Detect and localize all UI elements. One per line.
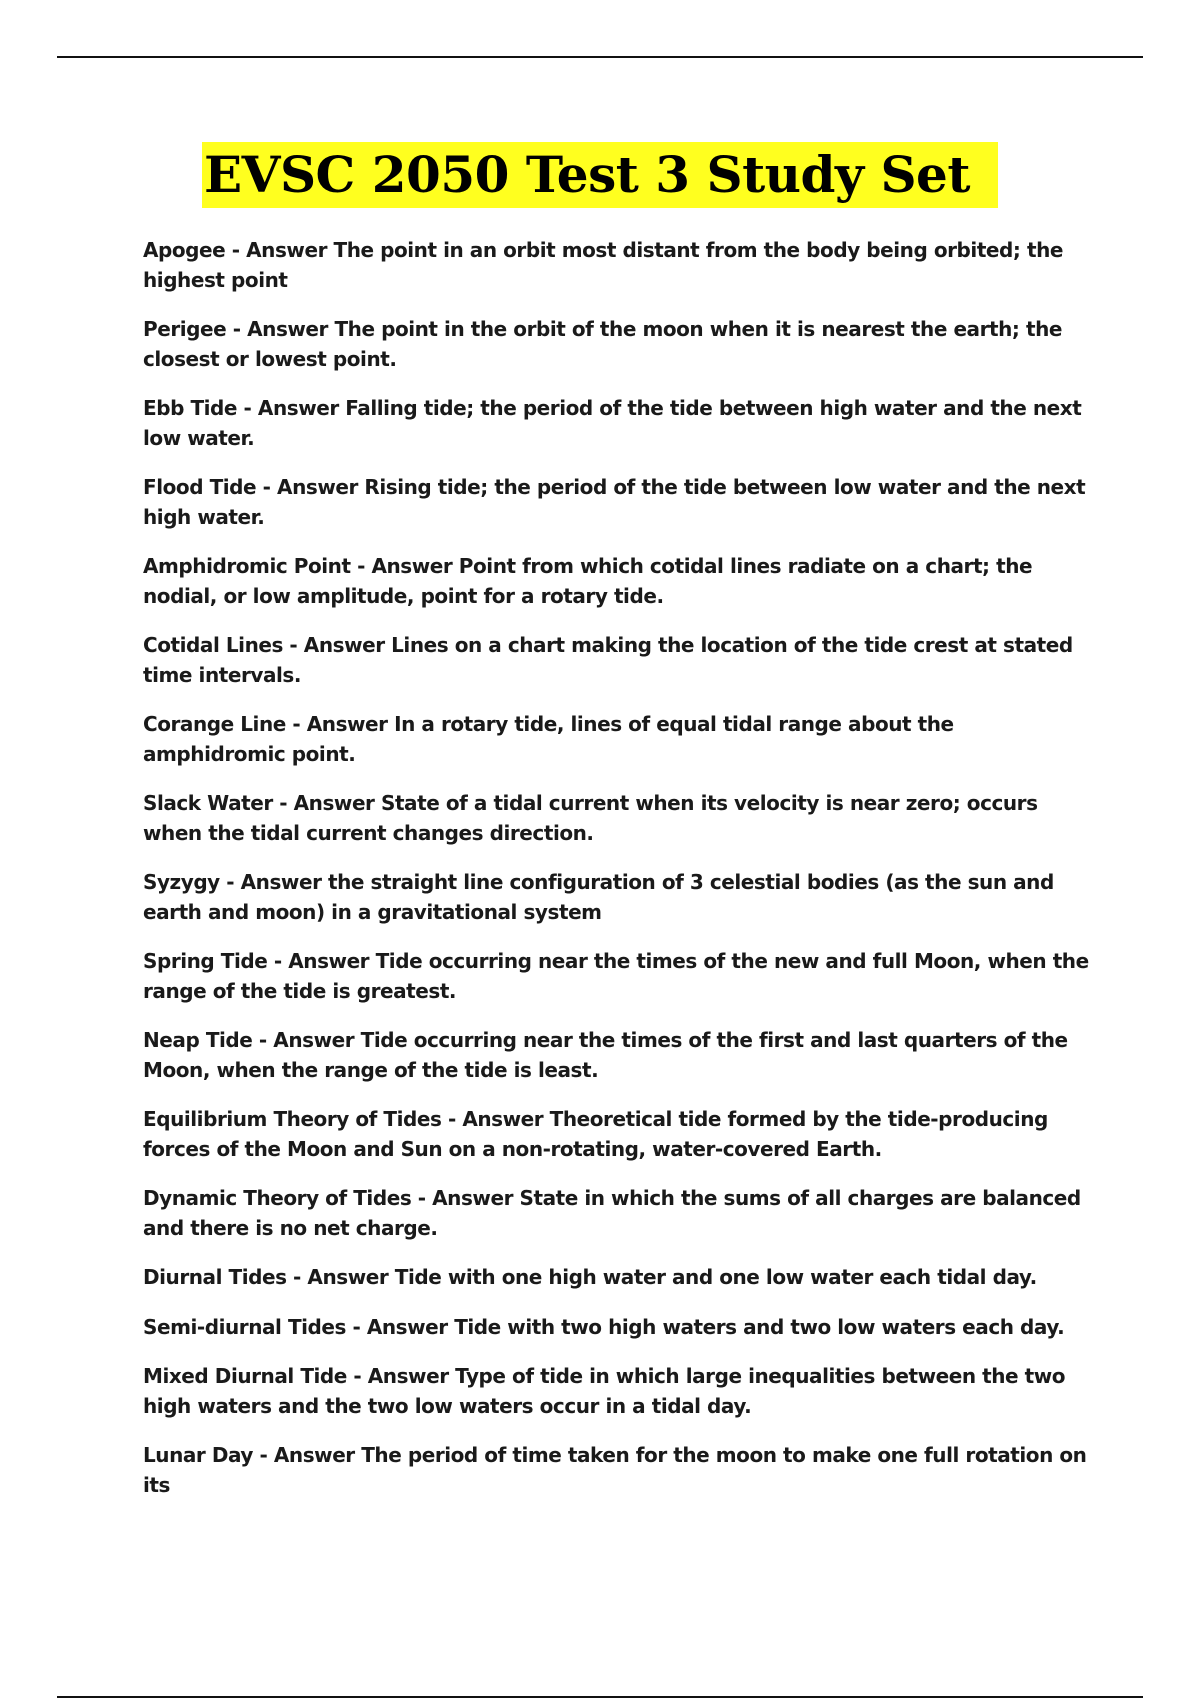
study-entry: [143, 1313, 1093, 1343]
entry-term: Ebb Tide: [143, 396, 238, 420]
entry-term: Perigee: [143, 317, 227, 341]
study-entry: [143, 315, 1093, 374]
entry-separator: - Answer: [411, 1186, 520, 1210]
entry-definition: Rising tide; the period of the tide between low water and the next high water.: [143, 475, 1086, 529]
entry-separator: - Answer: [226, 317, 335, 341]
entry-term: Cotidal Lines: [143, 633, 283, 657]
entry-term: Dynamic Theory of Tides: [143, 1186, 412, 1210]
entry-definition: Tide occurring near the times of the new and full Moon, when the range of the tide is greatest.: [143, 949, 1089, 1003]
study-entry: [143, 1263, 1093, 1293]
entry-definition: Tide occurring near the times of the first and last quarters of the Moon, when the range of the tide is least.: [143, 1028, 1068, 1082]
entry-definition: Tide with two high waters and two low waters each day.: [454, 1314, 1065, 1339]
entry-definition: The point in the orbit of the moon when it is nearest the earth; the closest or lowest point.: [143, 317, 1062, 371]
entry-definition: Tide with one high water and one low water each tidal day.: [394, 1265, 1037, 1289]
study-entry: [143, 473, 1093, 532]
entry-term: Diurnal Tides: [143, 1265, 287, 1289]
entry-separator: - Answer: [286, 1265, 395, 1289]
entry-definition: The period of time taken for the moon to make one full rotation on its: [143, 1443, 1087, 1497]
entry-separator: - Answer: [225, 238, 334, 262]
entry-separator: - Answer: [346, 1364, 456, 1388]
entry-separator: - Answer: [272, 791, 381, 815]
study-entry: [143, 394, 1093, 453]
entry-term: Spring Tide: [143, 949, 268, 973]
study-entry: [143, 1441, 1093, 1500]
title-container: [0, 142, 1200, 208]
entry-term: Corange Line: [143, 712, 286, 736]
entry-separator: - Answer: [282, 633, 392, 657]
study-entry: [143, 1184, 1093, 1243]
entry-separator: - Answer: [256, 475, 365, 499]
entry-definition: Type of tide in which large inequalities between the two high waters and the two low waters occur in a tidal day.: [143, 1364, 1066, 1418]
top-rule: [57, 56, 1143, 58]
entry-separator: - Answer: [253, 1443, 362, 1467]
study-entry: [143, 631, 1093, 690]
entry-separator: - Answer: [441, 1107, 550, 1131]
study-entry: [143, 236, 1093, 295]
study-entry: [143, 1105, 1093, 1164]
entry-definition: the straight line configuration of 3 celestial bodies (as the sun and earth and moon) in a gravitational system: [143, 870, 1054, 924]
entry-separator: - Answer: [267, 949, 376, 973]
entry-separator: - Answer: [285, 712, 395, 736]
entry-definition: The point in an orbit most distant from the body being orbited; the highest point: [143, 238, 1063, 292]
page-title: EVSC 2050 Test 3 Study Set: [202, 142, 998, 208]
study-entry: [143, 710, 1093, 769]
entry-term: Amphidromic Point: [143, 554, 351, 578]
bottom-rule: [57, 1696, 1143, 1698]
study-entry: [143, 868, 1093, 927]
entry-definition: State of a tidal current when its velocity is near zero; occurs when the tidal current changes direction.: [143, 791, 1038, 845]
study-entry: [143, 1026, 1093, 1085]
study-entries: [143, 236, 1093, 1520]
entry-separator: - Answer: [219, 870, 328, 894]
entry-term: Semi-diurnal Tides: [143, 1314, 346, 1339]
entry-definition: Falling tide; the period of the tide between high water and the next low water.: [143, 396, 1082, 450]
entry-term: Mixed Diurnal Tide: [143, 1364, 347, 1388]
entry-term: Apogee: [143, 238, 226, 262]
entry-definition: Theoretical tide formed by the tide-producing forces of the Moon and Sun on a non-rotating, water-covered Earth.: [143, 1107, 1048, 1161]
entry-term: Equilibrium Theory of Tides: [143, 1107, 442, 1131]
entry-separator: - Answer: [237, 396, 346, 420]
entry-term: Slack Water: [143, 791, 273, 815]
entry-definition: In a rotary tide, lines of equal tidal range about the amphidromic point.: [143, 712, 954, 766]
study-entry: [143, 947, 1093, 1006]
study-entry: [143, 552, 1093, 611]
study-entry: [143, 1362, 1093, 1421]
entry-definition: Point from which cotidal lines radiate on a chart; the nodial, or low amplitude, point for a rotary tide.: [143, 554, 1033, 608]
entry-term: Flood Tide: [143, 475, 257, 499]
entry-separator: - Answer: [350, 554, 459, 578]
entry-term: Neap Tide: [143, 1028, 253, 1052]
entry-definition: State in which the sums of all charges are balanced and there is no net charge.: [143, 1186, 1081, 1240]
entry-separator: - Answer: [252, 1028, 361, 1052]
entry-term: Syzygy: [143, 870, 220, 894]
entry-separator: - Answer: [345, 1314, 455, 1339]
entry-term: Lunar Day: [143, 1443, 254, 1467]
study-entry: [143, 789, 1093, 848]
entry-definition: Lines on a chart making the location of the tide crest at stated time intervals.: [143, 633, 1073, 687]
